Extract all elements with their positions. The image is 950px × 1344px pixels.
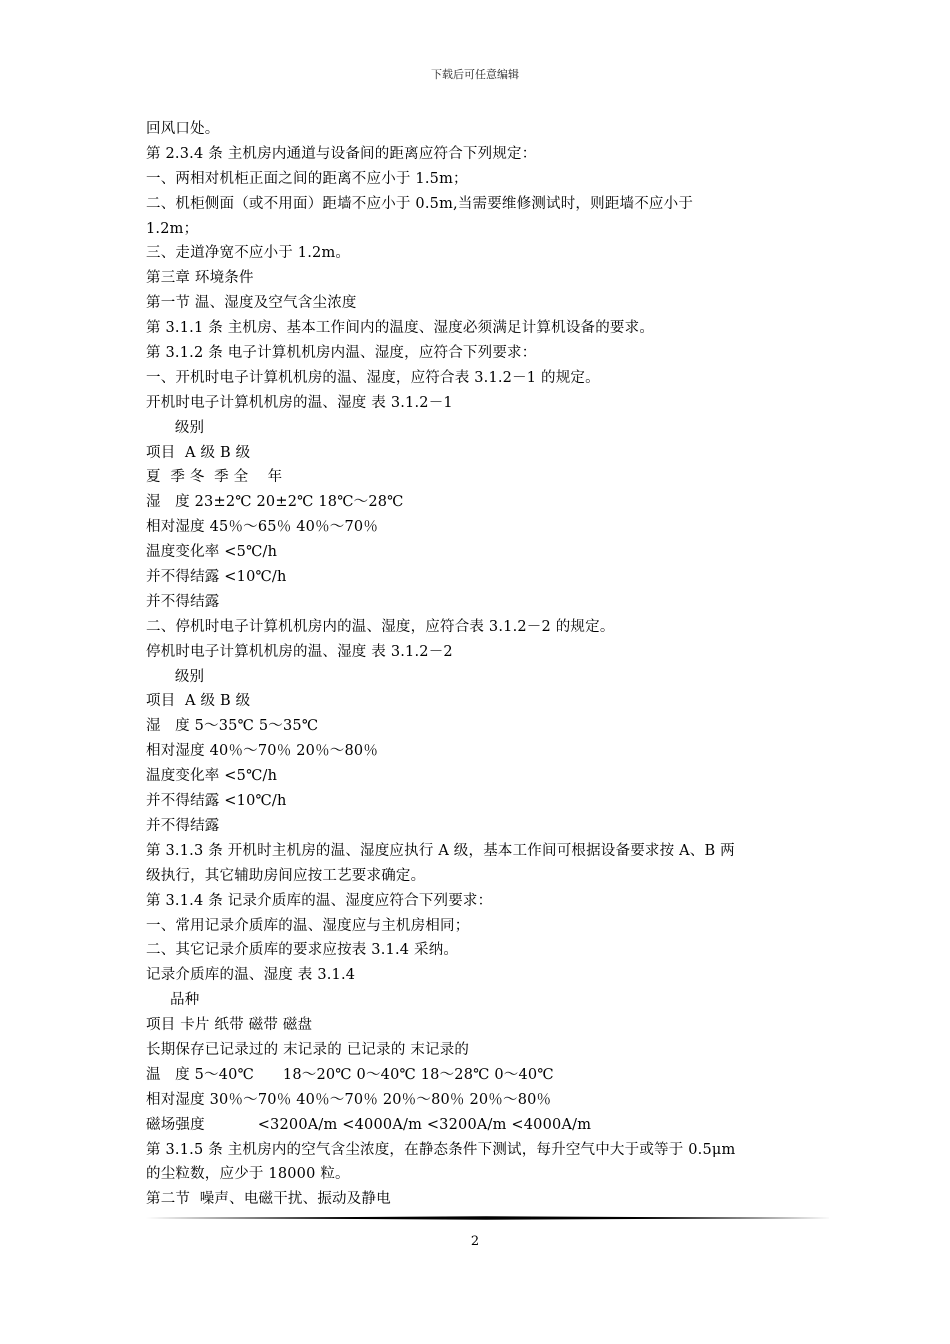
page-number: 2: [470, 1234, 480, 1249]
text-line: 开机时电子计算机机房的温、湿度 表 3.1.2－1: [146, 394, 453, 411]
document-body: [146, 117, 834, 1212]
text-line: 温度变化率 <5℃/h: [146, 544, 278, 561]
text-line: 品种: [146, 992, 200, 1009]
text-line: 温 度 5～40℃ 18～20℃ 0～40℃ 18～28℃ 0～40℃: [146, 1066, 554, 1083]
text-line: 一、开机时电子计算机机房的温、湿度，应符合表 3.1.2－1 的规定。: [146, 369, 600, 386]
text-line: 第 3.1.4 条 记录介质库的温、湿度应符合下列要求：: [146, 892, 493, 909]
text-line: 第 3.1.1 条 主机房、基本工作间内的温度、湿度必须满足计算机设备的要求。: [146, 320, 655, 337]
text-line: 回风口处。: [146, 121, 220, 137]
text-line: 第 2.3.4 条 主机房内通道与设备间的距离应符合下列规定：: [146, 145, 537, 162]
text-line: 记录介质库的温、湿度 表 3.1.4: [146, 967, 356, 984]
text-line: 二、其它记录介质库的要求应按表 3.1.4 采纳。: [146, 942, 459, 959]
text-line: 一、两相对机柜正面之间的距离不应小于 1.5m；: [146, 170, 468, 187]
text-line: 第 3.1.3 条 开机时主机房的温、湿度应执行 A 级，基本工作间可根据设备要求按 A、B 两: [146, 842, 735, 859]
text-line: 一、常用记录介质库的温、湿度应与主机房相同；: [146, 917, 470, 934]
text-line: 温度变化率 <5℃/h: [146, 768, 278, 785]
text-line: 项目 卡片 纸带 磁带 磁盘: [146, 1017, 313, 1034]
text-line: 项目 A 级 B 级: [146, 693, 251, 710]
text-line: 第二节 噪声、电磁干扰、振动及静电: [146, 1191, 391, 1208]
text-line: 级别: [146, 668, 205, 685]
text-line: 并不得结露 <10℃/h: [146, 569, 287, 586]
text-line: 磁场强度 <3200A/m <4000A/m <3200A/m <4000A/m: [146, 1116, 592, 1133]
text-line: 并不得结露 <10℃/h: [146, 793, 287, 810]
text-line: 二、机柜侧面（或不用面）距墙不应小于 0.5m,当需要维修测试时，则距墙不应小于: [146, 195, 694, 212]
footer-divider: [146, 1216, 832, 1220]
text-line: 的尘粒数，应少于 18000 粒。: [146, 1166, 350, 1183]
text-line: 第 3.1.5 条 主机房内的空气含尘浓度，在静态条件下测试，每升空气中大于或等于 0.5μm: [146, 1141, 736, 1158]
text-line: 相对湿度 30％～70％ 40％～70％ 20％～80％ 20％～80％: [146, 1091, 552, 1108]
text-line: 第一节 温、湿度及空气含尘浓度: [146, 295, 357, 312]
text-line: 长期保存已记录过的 末记录的 已记录的 末记录的: [146, 1041, 470, 1058]
text-line: 湿 度 5～35℃ 5～35℃: [146, 718, 319, 735]
text-line: 第 3.1.2 条 电子计算机机房内温、湿度，应符合下列要求：: [146, 345, 537, 362]
text-line: 1.2m；: [146, 220, 199, 237]
text-line: 相对湿度 40％～70％ 20％～80％: [146, 743, 379, 760]
text-line: 三、走道净宽不应小于 1.2m。: [146, 245, 351, 262]
text-line: 停机时电子计算机机房的温、湿度 表 3.1.2－2: [146, 643, 453, 660]
text-line: 第三章 环境条件: [146, 270, 254, 287]
page-header: 下载后可任意编辑: [431, 68, 519, 81]
text-line: 并不得结露: [146, 817, 220, 834]
text-line: 项目 A 级 B 级: [146, 444, 251, 461]
text-line: 级执行，其它辅助房间应按工艺要求确定。: [146, 867, 426, 884]
text-line: 并不得结露: [146, 593, 220, 610]
text-line: 级别: [146, 419, 205, 436]
text-line: 夏 季 冬 季 全 年: [146, 469, 283, 486]
text-line: 相对湿度 45％～65％ 40％～70％: [146, 519, 379, 536]
text-line: 二、停机时电子计算机机房内的温、湿度，应符合表 3.1.2－2 的规定。: [146, 618, 615, 635]
text-line: 湿 度 23±2℃ 20±2℃ 18℃～28℃: [146, 494, 404, 511]
